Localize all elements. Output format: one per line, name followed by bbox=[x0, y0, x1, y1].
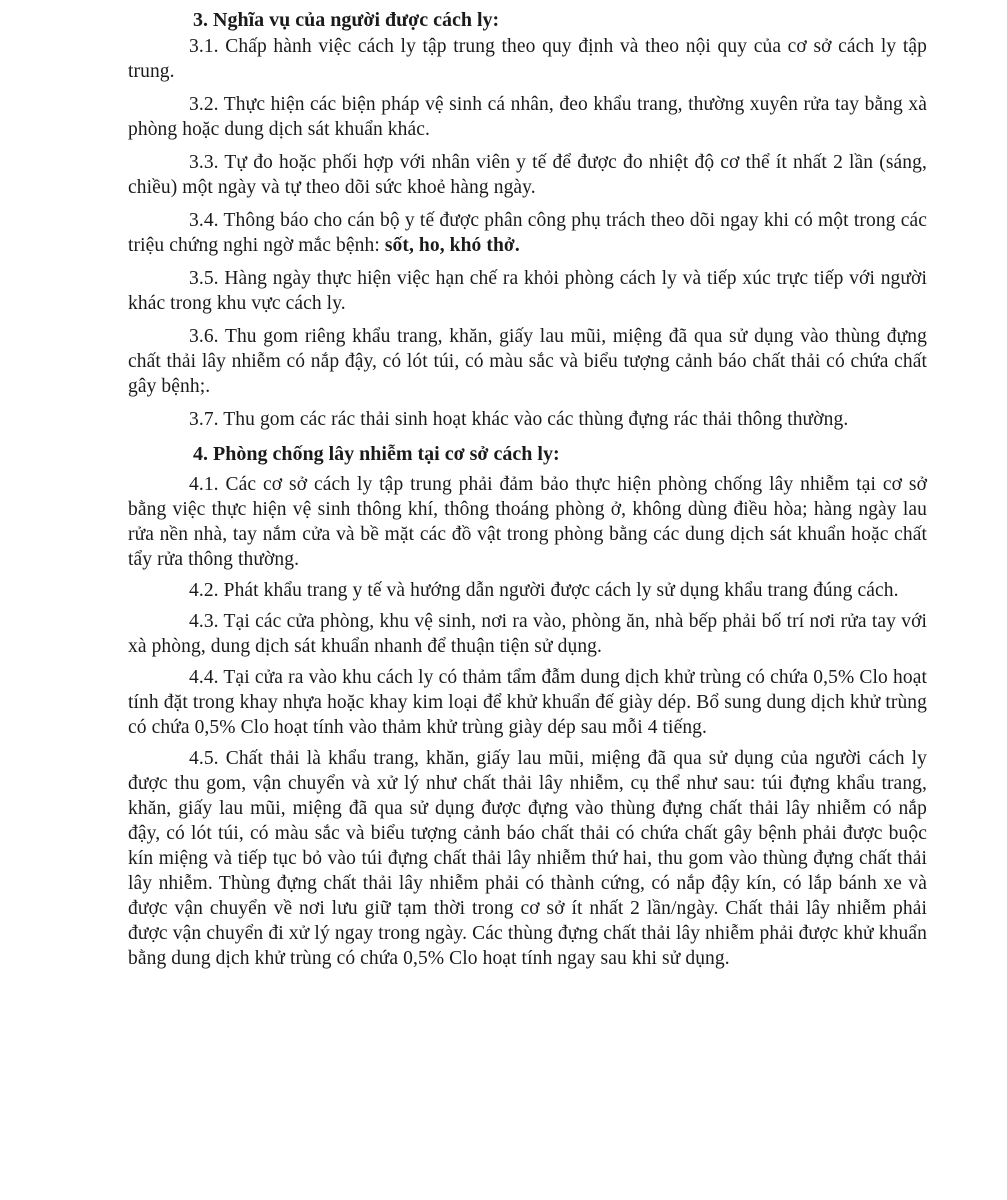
item-3-4 bbox=[128, 208, 927, 258]
item-3-3: 3.3. Tự đo hoặc phối hợp với nhân viên y tế để được đo nhiệt độ cơ thể ít nhất 2 lần (sáng, chiều) một ngày và tự theo dõi sức khoẻ hàng ngày. bbox=[128, 152, 927, 198]
section-4-heading: 4. Phòng chống lây nhiễm tại cơ sở cách ly: bbox=[193, 443, 560, 465]
item-3-1: 3.1. Chấp hành việc cách ly tập trung theo quy định và theo nội quy của cơ sở cách ly tập trung. bbox=[128, 36, 927, 82]
section-3-heading: 3. Nghĩa vụ của người được cách ly: bbox=[193, 9, 500, 31]
item-4-3: 4.3. Tại các cửa phòng, khu vệ sinh, nơi ra vào, phòng ăn, nhà bếp phải bố trí nơi rửa tay với xà phòng, dung dịch sát khuẩn nhanh để thuận tiện sử dụng. bbox=[128, 611, 927, 657]
item-3-5: 3.5. Hàng ngày thực hiện việc hạn chế ra khỏi phòng cách ly và tiếp xúc trực tiếp với người khác trong khu vực cách ly. bbox=[128, 268, 927, 314]
item-3-4-symptoms: sốt, ho, khó thở. bbox=[384, 235, 520, 256]
item-4-1: 4.1. Các cơ sở cách ly tập trung phải đảm bảo thực hiện phòng chống lây nhiễm tại cơ sở bằng việc thực hiện vệ sinh thông khí, thông thoáng phòng ở, không dùng điều hòa; hàng ngày lau rửa nền nhà, tay nắm cửa và bề mặt các đồ vật trong phòng bằng các dung dịch sát khuẩn hoặc chất tẩy rửa thông thường. bbox=[128, 474, 927, 570]
item-3-6: 3.6. Thu gom riêng khẩu trang, khăn, giấy lau mũi, miệng đã qua sử dụng vào thùng đựng chất thải lây nhiễm có nắp đậy, có lót túi, có màu sắc và biểu tượng cảnh báo chất thải có chứa chất gây bệnh;. bbox=[128, 326, 927, 397]
item-4-4: 4.4. Tại cửa ra vào khu cách ly có thảm tẩm đẫm dung dịch khử trùng có chứa 0,5% Clo hoạt tính đặt trong khay nhựa hoặc khay kim loại để khử khuẩn đế giày dép. Bổ sung dung dịch khử trùng có chứa 0,5% Clo hoạt tính vào thảm khử trùng giày dép sau mỗi 4 tiếng. bbox=[128, 667, 927, 738]
item-3-7: 3.7. Thu gom các rác thải sinh hoạt khác vào các thùng đựng rác thải thông thường. bbox=[189, 409, 849, 430]
item-4-5: 4.5. Chất thải là khẩu trang, khăn, giấy lau mũi, miệng đã qua sử dụng của người cách ly được thu gom, vận chuyển và xử lý như chất thải lây nhiễm, cụ thể như sau: túi đựng khẩu trang, khăn, giấy lau mũi, miệng đã qua sử dụng được đựng vào thùng đựng chất thải lây nhiễm có nắp đậy, có lót túi, có màu sắc và biểu tượng cảnh báo chất thải có chứa chất gây bệnh phải được buộc kín miệng và tiếp tục bỏ vào túi đựng chất thải lây nhiễm thứ hai, thu gom vào thùng đựng chất thải lây nhiễm. Thùng đựng chất thải lây nhiễm phải có thành cứng, có nắp đậy kín, có lắp bánh xe và được vận chuyển về nơi lưu giữ tạm thời trong cơ sở ít nhất 2 lần/ngày. Chất thải lây nhiễm phải được vận chuyển đi xử lý ngay trong ngày. Các thùng đựng chất thải lây nhiễm phải được khử khuẩn bằng dung dịch khử trùng có chứa 0,5% Clo hoạt tính ngay sau khi sử dụng. bbox=[128, 748, 927, 969]
section-4 bbox=[128, 440, 927, 971]
item-4-2: 4.2. Phát khẩu trang y tế và hướng dẫn người được cách ly sử dụng khẩu trang đúng cách. bbox=[189, 580, 899, 601]
section-3 bbox=[128, 6, 927, 432]
item-3-2: 3.2. Thực hiện các biện pháp vệ sinh cá nhân, đeo khẩu trang, thường xuyên rửa tay bằng xà phòng hoặc dung dịch sát khuẩn khác. bbox=[128, 94, 927, 140]
item-3-4-text: 3.4. Thông báo cho cán bộ y tế được phân công phụ trách theo dõi ngay khi có một trong các triệu chứng nghi ngờ mắc bệnh: bbox=[128, 210, 927, 256]
